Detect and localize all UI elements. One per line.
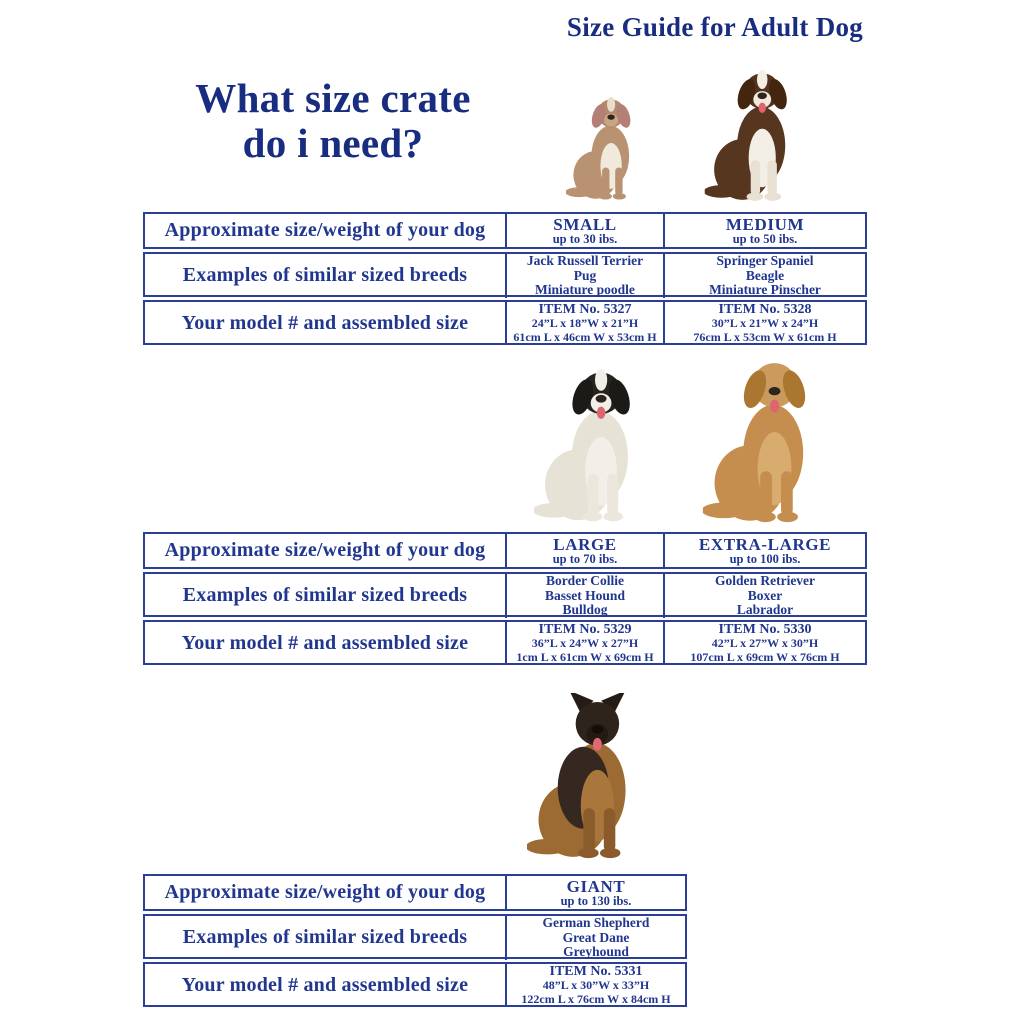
table-row bbox=[143, 252, 867, 297]
item-number: ITEM No. 5328 bbox=[718, 302, 812, 317]
dimensions-cm: 76cm L x 53cm W x 61cm H bbox=[693, 329, 837, 344]
row-label-model: Your model # and assembled size bbox=[181, 973, 469, 996]
item-number: ITEM No. 5330 bbox=[718, 622, 812, 637]
table-row bbox=[143, 962, 687, 1007]
row-label-breeds: Examples of similar sized breeds bbox=[182, 584, 468, 607]
golden-retriever-image bbox=[698, 354, 838, 526]
size-name: GIANT bbox=[566, 876, 626, 896]
size-name: MEDIUM bbox=[725, 214, 805, 234]
size-weight: up to 130 ibs. bbox=[560, 893, 632, 908]
xlarge-model-cell bbox=[663, 622, 865, 664]
breed: Jack Russell Terrier bbox=[526, 253, 644, 268]
page-title: Size Guide for Adult Dog bbox=[566, 12, 864, 42]
size-weight: up to 70 ibs. bbox=[552, 551, 618, 566]
breed: Bulldog bbox=[562, 602, 608, 617]
table-row bbox=[143, 532, 867, 569]
size-table-small-medium bbox=[143, 212, 867, 348]
row-label-breeds: Examples of similar sized breeds bbox=[182, 926, 468, 949]
table-row bbox=[143, 300, 867, 345]
question-line-1: What size crate bbox=[195, 75, 471, 121]
question-line-2: do i need? bbox=[242, 120, 424, 166]
dimensions-cm: 122cm L x 76cm W x 84cm H bbox=[521, 991, 671, 1006]
large-size-cell bbox=[505, 534, 663, 567]
size-name: EXTRA-LARGE bbox=[698, 534, 832, 554]
xlarge-size-cell bbox=[663, 534, 865, 567]
question-heading bbox=[148, 76, 518, 166]
breed: Border Collie bbox=[545, 573, 625, 588]
dimensions-inches: 24”L x 18”W x 21”H bbox=[531, 316, 639, 330]
row-label-model: Your model # and assembled size bbox=[181, 631, 469, 654]
dimensions-cm: 61cm L x 46cm W x 53cm H bbox=[513, 329, 657, 344]
breed: Basset Hound bbox=[545, 587, 625, 603]
giant-breeds-cell bbox=[505, 916, 685, 960]
table-row bbox=[143, 212, 867, 249]
size-name: LARGE bbox=[553, 534, 617, 554]
size-weight: up to 100 ibs. bbox=[729, 551, 801, 566]
medium-model-cell bbox=[663, 302, 865, 344]
size-weight: up to 50 ibs. bbox=[732, 231, 798, 246]
giant-size-cell bbox=[505, 876, 685, 909]
breed: Greyhound bbox=[563, 944, 629, 959]
breed: German Shepherd bbox=[542, 915, 650, 930]
medium-breeds-cell bbox=[663, 254, 865, 298]
size-table-giant bbox=[143, 874, 687, 1010]
medium-size-cell bbox=[663, 214, 865, 247]
xlarge-breeds-cell bbox=[663, 574, 865, 618]
row-label-model: Your model # and assembled size bbox=[181, 311, 469, 334]
table-row bbox=[143, 914, 687, 959]
size-weight: up to 30 ibs. bbox=[552, 231, 618, 246]
dimensions-inches: 42”L x 27”W x 30”H bbox=[711, 636, 819, 650]
item-number: ITEM No. 5327 bbox=[538, 302, 632, 317]
large-breeds-cell bbox=[505, 574, 663, 618]
table-row bbox=[143, 874, 687, 911]
small-model-cell bbox=[505, 302, 663, 344]
breed: Miniature Pinscher bbox=[709, 282, 821, 297]
row-label-size: Approximate size/weight of your dog bbox=[164, 539, 486, 561]
breed: Golden Retriever bbox=[714, 573, 816, 588]
row-label-size: Approximate size/weight of your dog bbox=[164, 881, 486, 903]
dimensions-inches: 30”L x 21”W x 24”H bbox=[711, 316, 819, 330]
dimensions-cm: 107cm L x 69cm W x 76cm H bbox=[690, 649, 840, 664]
dimensions-inches: 48”L x 30”W x 33”H bbox=[542, 978, 650, 992]
breed: Boxer bbox=[747, 587, 783, 603]
breed: Miniature poodle bbox=[535, 282, 635, 297]
small-breeds-cell bbox=[505, 254, 663, 298]
dimensions-cm: 1cm L x 61cm W x 69cm H bbox=[516, 649, 654, 664]
size-name: SMALL bbox=[553, 214, 617, 234]
dimensions-inches: 36”L x 24”W x 27”H bbox=[531, 636, 639, 650]
breed: Labrador bbox=[736, 602, 794, 617]
size-table-large-xlarge bbox=[143, 532, 867, 668]
small-size-cell bbox=[505, 214, 663, 247]
tan-puppy-image bbox=[566, 72, 648, 202]
breed: Springer Spaniel bbox=[716, 253, 814, 268]
breed: Great Dane bbox=[562, 929, 630, 945]
large-model-cell bbox=[505, 622, 663, 664]
german-shepherd-image bbox=[527, 674, 655, 862]
table-row bbox=[143, 620, 867, 665]
border-collie-image bbox=[534, 362, 656, 525]
breed: Pug bbox=[573, 267, 597, 283]
breed: Beagle bbox=[745, 267, 785, 283]
item-number: ITEM No. 5329 bbox=[538, 622, 632, 637]
springer-spaniel-image bbox=[698, 66, 816, 204]
row-label-breeds: Examples of similar sized breeds bbox=[182, 264, 468, 287]
giant-model-cell bbox=[505, 964, 685, 1006]
item-number: ITEM No. 5331 bbox=[549, 964, 643, 979]
table-row bbox=[143, 572, 867, 617]
row-label-size: Approximate size/weight of your dog bbox=[164, 219, 486, 241]
